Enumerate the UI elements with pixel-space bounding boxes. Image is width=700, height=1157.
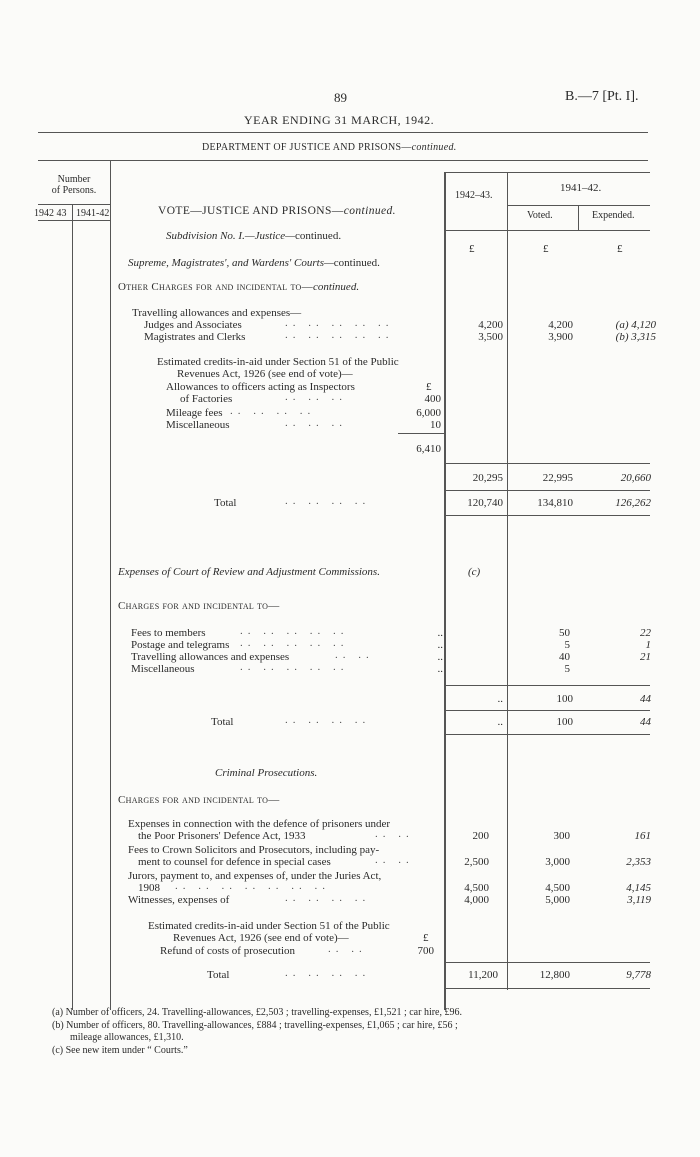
item-1942: ..: [437, 639, 443, 651]
expenses-line-2: the Poor Prisoners' Defence Act, 1933: [138, 830, 306, 842]
expenses-expended: 161: [634, 830, 651, 842]
other-charges-heading: Other Charges for and incidental to—continued.: [118, 281, 360, 293]
s1-subtotal-expended: 20,660: [620, 472, 651, 484]
document-reference: B.—7 [Pt. I].: [565, 89, 639, 104]
judges-voted: 4,200: [548, 319, 573, 331]
credits-pound: £: [426, 381, 432, 393]
s2-charges-heading: Charges for and incidental to—: [118, 600, 280, 612]
subdivision-heading: Subdivision No. I.—Justice—continued.: [166, 230, 342, 242]
magistrates-1942: 3,500: [478, 331, 503, 343]
s2-total-voted: 100: [556, 716, 573, 728]
item-leader: .. .. .. .. ..: [240, 637, 349, 649]
magistrates-voted: 3,900: [548, 331, 573, 343]
jurors-line-2: 1908: [138, 882, 160, 894]
s1-subtotal-voted: 22,995: [542, 472, 573, 484]
mileage-label: Mileage fees: [166, 407, 223, 419]
court-of-review-heading: Expenses of Court of Review and Adjustment Commissions.: [118, 566, 380, 578]
years-bottom-rule: [444, 230, 650, 231]
item-expended: 22: [640, 627, 651, 639]
item-leader: .. .. .. .. ..: [240, 625, 349, 637]
s2-total-rule: [444, 734, 650, 735]
misc-label: Miscellaneous: [166, 419, 230, 431]
witnesses-1942: 4,000: [464, 894, 489, 906]
s2-total-expended: 44: [640, 716, 651, 728]
header-rule: [38, 132, 648, 133]
witnesses-expended: 3,119: [627, 894, 651, 906]
s3-total-label: Total: [207, 969, 230, 981]
s3-total-voted: 12,800: [539, 969, 570, 981]
judges-label: Judges and Associates: [144, 319, 242, 331]
s1-total-voted: 134,810: [537, 497, 573, 509]
footnote-b-cont: mileage allowances, £1,310.: [70, 1032, 184, 1043]
item-expended: 1: [645, 639, 651, 651]
col-expended-header-divider: [578, 206, 579, 230]
misc-value: 10: [430, 419, 441, 431]
expenses-voted: 300: [553, 830, 570, 842]
jurors-line-1: Jurors, payment to, and expenses of, under the Juries Act,: [128, 870, 382, 882]
s1-total-label: Total: [214, 497, 237, 509]
criminal-prosecutions-heading: Criminal Prosecutions.: [215, 767, 318, 779]
refund-leader: .. ..: [328, 943, 367, 955]
jurors-1942: 4,500: [464, 882, 489, 894]
vote-title: VOTE—JUSTICE AND PRISONS—continued.: [158, 205, 396, 217]
witnesses-label: Witnesses, expenses of: [128, 894, 230, 906]
persons-subcolumn-divider: [72, 205, 73, 1010]
s3-total-expended: 9,778: [626, 969, 651, 981]
footnote-b: (b) Number of officers, 80. Travelling-allowances, £884 ; travelling-expenses, £1,065 ; car hire, £56 ;: [52, 1020, 458, 1031]
years-top-rule: [444, 172, 650, 173]
item-leader: .. .. .. .. ..: [240, 661, 349, 673]
s3-credits-pound: £: [423, 932, 429, 944]
s3-total-top-rule: [444, 962, 650, 963]
s3-credits-line-1: Estimated credits-in-aid under Section 51 of the Public: [148, 920, 390, 932]
allowances-leader: .. .. ..: [285, 391, 347, 403]
persons-col-1942-43: 1942 43: [34, 208, 67, 219]
persons-header-rule: [38, 204, 110, 205]
credits-sum-rule: [398, 433, 444, 434]
s2-subtotal-expended: 44: [640, 693, 651, 705]
travelling-heading: Travelling allowances and expenses—: [132, 307, 302, 319]
s1-total-1942: 120,740: [467, 497, 503, 509]
allowances-line-2: of Factories: [180, 393, 233, 405]
expenses-leader: .. ..: [375, 828, 414, 840]
credits-line-1: Estimated credits-in-aid under Section 51 of the Public: [157, 356, 399, 368]
persons-subheader-rule: [38, 220, 110, 221]
allowances-line-1: Allowances to officers acting as Inspectors: [166, 381, 355, 393]
judges-1942: 4,200: [478, 319, 503, 331]
allowances-value: 400: [424, 393, 441, 405]
refund-label: Refund of costs of prosecution: [160, 945, 296, 957]
s1-total-rule: [444, 515, 650, 516]
s2-subtotal-1942: ..: [497, 693, 503, 705]
s2-total-1942: ..: [497, 716, 503, 728]
item-1942: ..: [437, 627, 443, 639]
persons-column-divider: [110, 160, 111, 1010]
pound-expended: £: [617, 243, 623, 255]
item-label: Miscellaneous: [131, 663, 195, 675]
witnesses-leader: .. .. .. ..: [285, 892, 371, 904]
s2-subtotal-bottom-rule: [444, 710, 650, 711]
witnesses-voted: 5,000: [545, 894, 570, 906]
expenses-1942: 200: [472, 830, 489, 842]
jurors-expended: 4,145: [626, 882, 651, 894]
item-label: Fees to members: [131, 627, 206, 639]
s3-credits-line-2: Revenues Act, 1926 (see end of vote)—: [173, 932, 349, 944]
years-mid-rule: [507, 205, 650, 206]
footnote-a: (a) Number of officers, 24. Travelling-allowances, £2,503 ; travelling-expenses, £1,521 ; car hire, £96.: [52, 1007, 462, 1018]
item-1942: ..: [437, 663, 443, 675]
s3-total-leader: .. .. .. ..: [285, 967, 371, 979]
s1-subtotal-top-rule: [444, 463, 650, 464]
s2-total-label: Total: [211, 716, 234, 728]
expended-header: Expended.: [592, 210, 635, 221]
item-voted: 40: [559, 651, 570, 663]
credits-total: 6,410: [416, 443, 441, 455]
s3-charges-heading: Charges for and incidental to—: [118, 794, 280, 806]
courts-heading: Supreme, Magistrates', and Wardens' Courts—continued.: [128, 257, 380, 269]
judges-leader: .. .. .. .. ..: [285, 317, 394, 329]
department-heading: DEPARTMENT OF JUSTICE AND PRISONS—continued.: [202, 142, 457, 153]
magistrates-expended: (b) 3,315: [615, 331, 656, 343]
court-of-review-note: (c): [468, 566, 481, 578]
s3-total-bottom-rule: [444, 988, 650, 989]
expenses-line-1: Expenses in connection with the defence of prisoners under: [128, 818, 391, 830]
item-voted: 5: [564, 663, 570, 675]
item-voted: 50: [559, 627, 570, 639]
s1-total-leader: .. .. .. ..: [285, 495, 371, 507]
s1-subtotal-bottom-rule: [444, 490, 650, 491]
voted-header: Voted.: [527, 210, 553, 221]
credits-line-2: Revenues Act, 1926 (see end of vote)—: [177, 368, 353, 380]
department-rule: [38, 160, 648, 161]
magistrates-leader: .. .. .. .. ..: [285, 329, 394, 341]
fees-expended: 2,353: [626, 856, 651, 868]
fees-leader: .. ..: [375, 854, 414, 866]
year-1942-43-header: 1942–43.: [455, 190, 493, 201]
fees-voted: 3,000: [545, 856, 570, 868]
item-1942: ..: [437, 651, 443, 663]
year-heading: YEAR ENDING 31 MARCH, 1942.: [244, 113, 435, 127]
persons-col-1941-42: 1941-42: [76, 208, 110, 219]
fees-line-2: ment to counsel for defence in special cases: [138, 856, 331, 868]
s2-subtotal-voted: 100: [556, 693, 573, 705]
s1-total-expended: 126,262: [615, 497, 651, 509]
item-label: Postage and telegrams: [131, 639, 230, 651]
item-expended: 21: [640, 651, 651, 663]
persons-header: Number of Persons.: [51, 174, 97, 196]
fees-1942: 2,500: [464, 856, 489, 868]
s3-total-1942: 11,200: [468, 969, 498, 981]
refund-value: 700: [417, 945, 434, 957]
col-voted-divider: [507, 172, 508, 990]
mileage-leader: .. .. .. ..: [230, 405, 316, 417]
footnote-c: (c) See new item under “ Courts.”: [52, 1045, 188, 1056]
item-label: Travelling allowances and expenses: [131, 651, 290, 663]
pound-voted: £: [543, 243, 549, 255]
item-voted: 5: [564, 639, 570, 651]
s1-subtotal-1942: 20,295: [472, 472, 503, 484]
judges-expended: (a) 4,120: [615, 319, 656, 331]
s2-total-leader: .. .. .. ..: [285, 714, 371, 726]
year-1941-42-header: 1941–42.: [560, 182, 602, 194]
pound-1942: £: [469, 243, 475, 255]
mileage-value: 6,000: [416, 407, 441, 419]
fees-line-1: Fees to Crown Solicitors and Prosecutors, including pay-: [128, 844, 380, 856]
item-leader: .. ..: [335, 649, 374, 661]
s2-subtotal-top-rule: [444, 685, 650, 686]
jurors-voted: 4,500: [545, 882, 570, 894]
jurors-leader: .. .. .. .. .. .. ..: [175, 880, 330, 892]
magistrates-label: Magistrates and Clerks: [144, 331, 246, 343]
page-number: 89: [334, 90, 347, 105]
misc-leader: .. .. ..: [285, 417, 347, 429]
